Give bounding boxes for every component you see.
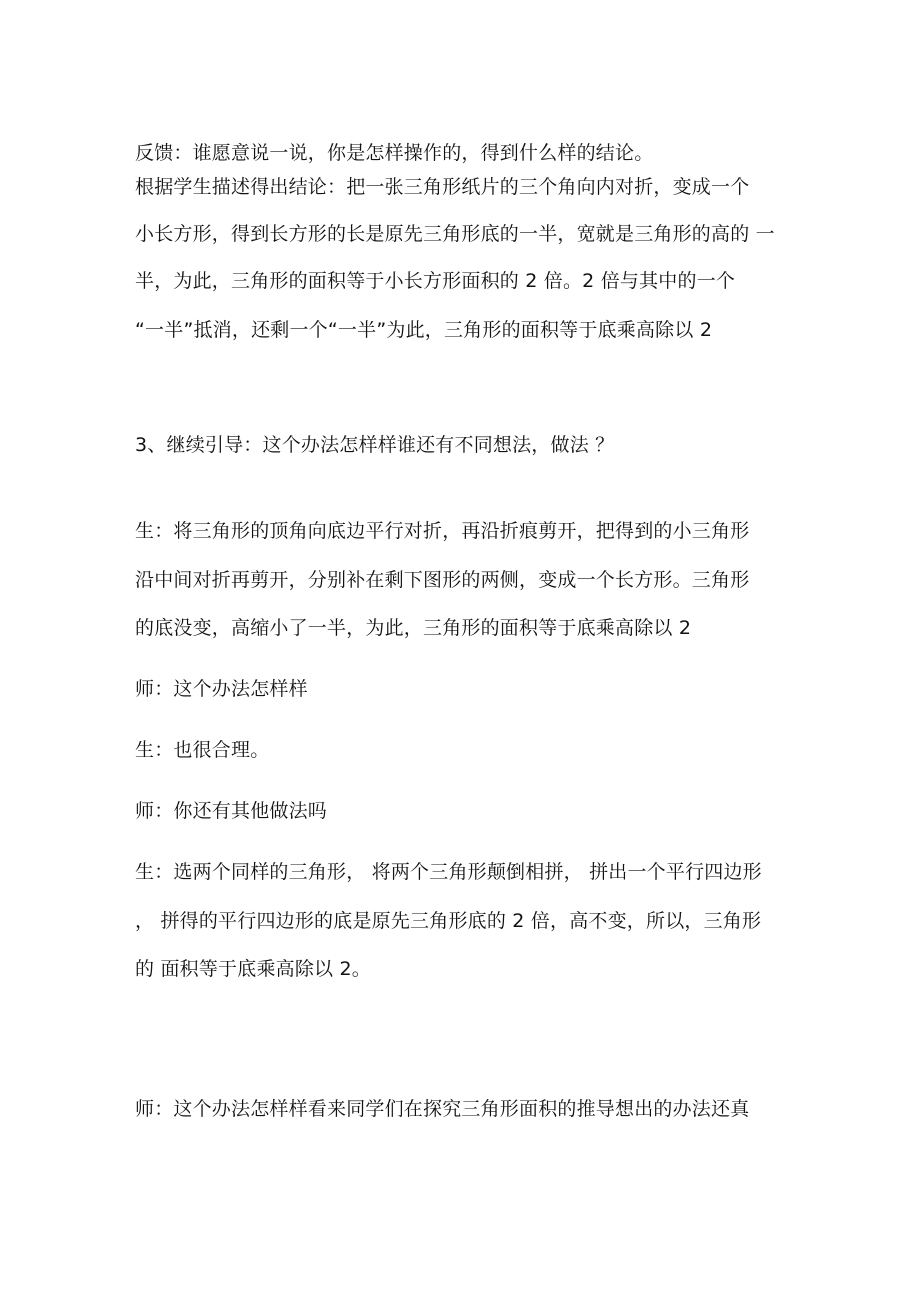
text-line: “一半”抵消，还剩一个“一半”为此，三角形的面积等于底乘高除以 2 xyxy=(135,319,713,341)
text-line-teacher: 师：这个办法怎样样看来同学们在探究三角形面积的推导想出的办法还真 xyxy=(135,1098,750,1120)
text-line: 沿中间对折再剪开，分别补在剩下图形的两侧，变成一个长方形。三角形 xyxy=(135,569,750,591)
text-line-teacher: 师：你还有其他做法吗 xyxy=(135,800,328,822)
text-line: 的底没变，高缩小了一半，为此，三角形的面积等于底乘高除以 2 xyxy=(135,617,692,639)
text-line-student: 生：将三角形的顶角向底边平行对折，再沿折痕剪开，把得到的小三角形 xyxy=(135,520,750,542)
text-line-step-3: 3、继续引导：这个办法怎样样谁还有不同想法，做法 ？ xyxy=(135,434,615,456)
text-line: 小长方形，得到长方形的长是原先三角形底的一半，宽就是三角形的高的 一 xyxy=(135,223,775,245)
text-line: 半，为此，三角形的面积等于小长方形面积的 2 倍。2 倍与其中的一个 xyxy=(135,270,736,292)
text-line-feedback: 反馈：谁愿意说一说，你是怎样操作的，得到什么样的结论。 xyxy=(135,142,654,164)
text-line-teacher: 师：这个办法怎样样 xyxy=(135,678,308,700)
text-line: ， 拼得的平行四边形的底是原先三角形底的 2 倍，高不变，所以，三角形 xyxy=(135,910,762,932)
text-line: 的 面积等于底乘高除以 2。 xyxy=(135,958,371,980)
text-line-student: 生：也很合理。 xyxy=(135,739,270,761)
text-line-conclusion: 根据学生描述得出结论：把一张三角形纸片的三个角向内对折，变成一个 xyxy=(135,176,750,198)
text-line-student: 生：选两个同样的三角形， 将两个三角形颠倒相拼， 拼出一个平行四边形 xyxy=(135,861,762,883)
